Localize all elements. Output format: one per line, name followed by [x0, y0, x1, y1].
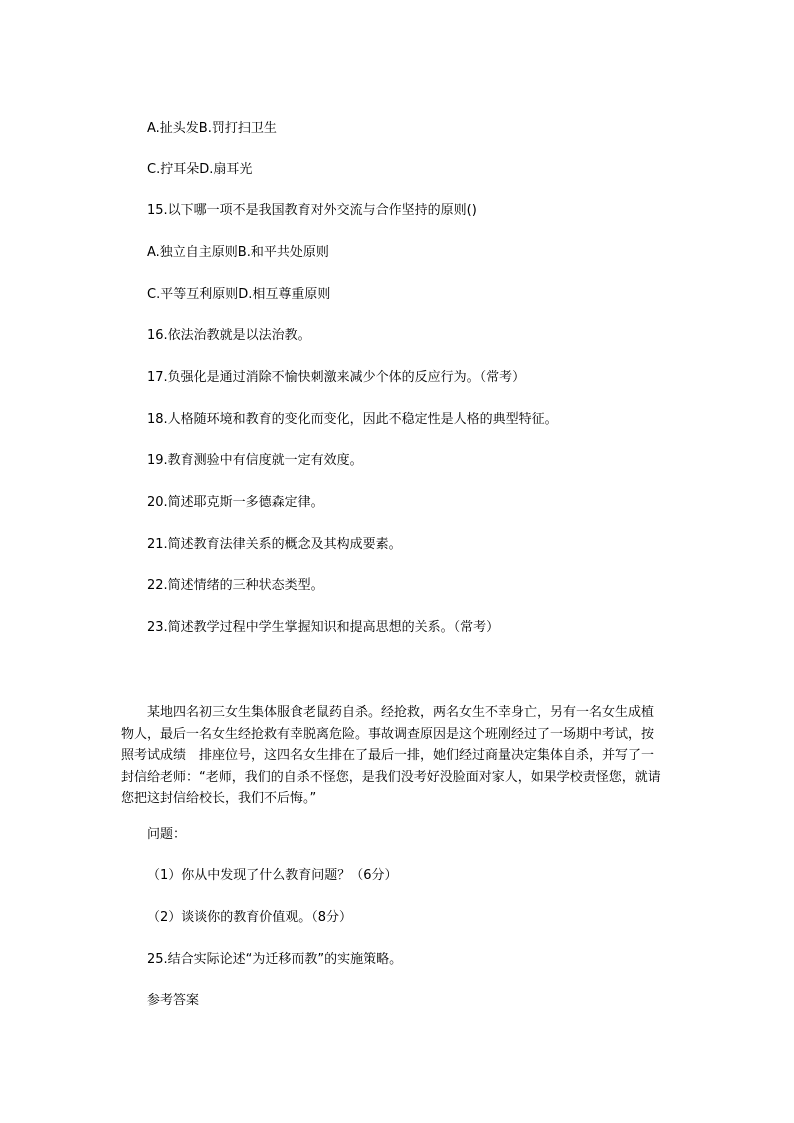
- question-18: 18.人格随环境和教育的变化而变化，因此不稳定性是人格的典型特征。: [147, 412, 558, 427]
- line-item: C.拧耳朵D.扇耳光: [147, 162, 253, 177]
- case-paragraph: 某地四名初三女生集体服食老鼠药自杀。经抢救，两名女生不幸身亡，另有一名女生成植物人，最后一名女生经抢救有幸脱离危险。事故调查原因是这个班刚经过了一场期中考试，按照考试成绩 排座位号，这四名女生排在了最后一排，她们经过商量决定集体自杀，并写了一封信给老师：“老师，我们的自杀不怪您，是我们没考好没脸面对家人，如果学校责怪您，就请您把这封信给校长，我们不后悔。”: [121, 705, 661, 806]
- question-15: 15.以下哪一项不是我国教育对外交流与合作坚持的原则(): [147, 203, 477, 218]
- question-22: 22.简述情绪的三种状态类型。: [147, 578, 324, 593]
- line-item: A.扯头发B.罚打扫卫生: [147, 121, 277, 136]
- line-item: A.独立自主原则B.和平共处原则: [147, 245, 329, 260]
- question-25: 25.结合实际论述“为迁移而教”的实施策略。: [147, 952, 403, 967]
- question-23: 23.简述教学过程中学生掌握知识和提高思想的关系。（常考）: [147, 620, 500, 635]
- answer-heading: 参考答案: [147, 993, 200, 1008]
- question-20: 20.简述耶克斯一多德森定律。: [147, 495, 324, 510]
- case-question-2: （2）谈谈你的教育价值观。（8分）: [147, 910, 353, 925]
- line-item: C.平等互利原则D.相互尊重原则: [147, 287, 331, 302]
- question-17: 17.负强化是通过消除不愉快刺激来减少个体的反应行为。（常考）: [147, 370, 526, 385]
- question-16: 16.依法治教就是以法治教。: [147, 328, 311, 343]
- question-19: 19.教育测验中有信度就一定有效度。: [147, 453, 363, 468]
- case-question-1: （1）你从中发现了什么教育问题？（6分）: [147, 868, 398, 883]
- question-21: 21.简述教育法律关系的概念及其构成要素。: [147, 537, 402, 552]
- question-label: 问题：: [147, 827, 187, 842]
